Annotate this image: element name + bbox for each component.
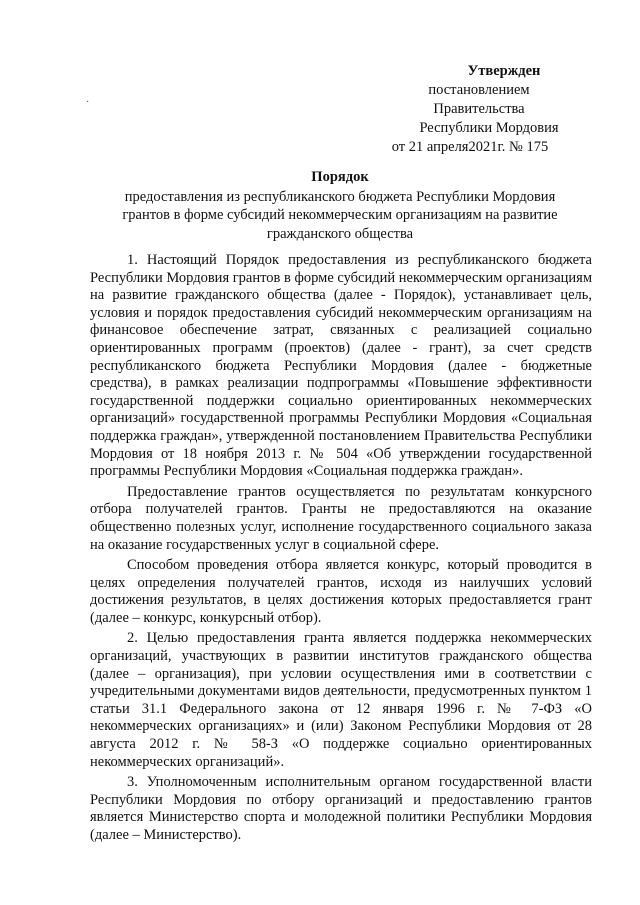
paragraph-2: Предоставление грантов осуществляется по результатам конкурсного отбора получателей грантов. Гранты не предоставляются на оказание общественно полезных услуг, исполнение государственного социального заказа на оказание государственных услуг в социальной сфере. <box>90 483 592 553</box>
paragraph-5: 3. Уполномоченным исполнительным органом государственной власти Республики Мордовия по отбору организаций и предоставлению грантов является Министерство спорта и молодежной политики Республики Мордовия (далее – Министерство). <box>90 774 592 843</box>
document-title-block <box>100 168 580 243</box>
approval-line-3: от 21 апреля2021г. № 175 <box>391 139 549 155</box>
scan-artifact-mark: · <box>86 97 90 108</box>
approval-stamp <box>370 62 570 157</box>
approval-line-2: Республики Мордовия <box>419 120 559 136</box>
document-title: Порядок <box>311 169 369 185</box>
document-body <box>90 252 592 848</box>
approval-line-1: постановлением Правительства <box>428 82 530 117</box>
document-subtitle: предоставления из республиканского бюджета Республики Мордовия грантов в форме субсидий некоммерческим организациям на развитие гражданского общества <box>122 188 558 242</box>
paragraph-1: 1. Настоящий Порядок предоставления из республиканского бюджета Республики Мордовия грантов в форме субсидий некоммерческим организациям на развитие гражданского общества (далее - Порядок), устанавливает цель, условия и порядок предоставления субсидий некоммерческим организациям на финансовое обеспечение затрат, связанных с реализацией социально ориентированных программ (проектов) (далее - грант), за счет средств республиканского бюджета Республики Мордовия (далее - бюджетные средства), в рамках реализации подпрограммы «Повышение эффективности государственной поддержки социально ориентированных некоммерческих организаций» государственной программы Республики Мордовия «Социальная поддержка граждан», утвержденной постановлением Правительства Республики Мордовия от 18 ноября 2013 г. № 504 «Об утверждении государственной программы Республики Мордовия «Социальная поддержка граждан». <box>90 252 592 480</box>
paragraph-4: 2. Целью предоставления гранта является поддержка некоммерческих организаций, участвующих в развитии институтов гражданского общества (далее – организация), при условии осуществления ими в соответствии с учредительными документами видов деятельности, предусмотренных пунктом 1 статьи 31.1 Федерального закона от 12 января 1996 г. № 7-ФЗ «О некоммерческих организациях» и (или) Законом Республики Мордовия от 28 августа 2012 г. № 58-З «О поддержке социально ориентированных некоммерческих организаций». <box>90 630 592 770</box>
paragraph-3: Способом проведения отбора является конкурс, который проводится в целях определения получателей грантов, исходя из наилучших условий достижения результатов, в целях достижения которых предоставляется грант (далее – конкурс, конкурсный отбор). <box>90 557 592 626</box>
approval-heading: Утвержден <box>467 63 541 79</box>
